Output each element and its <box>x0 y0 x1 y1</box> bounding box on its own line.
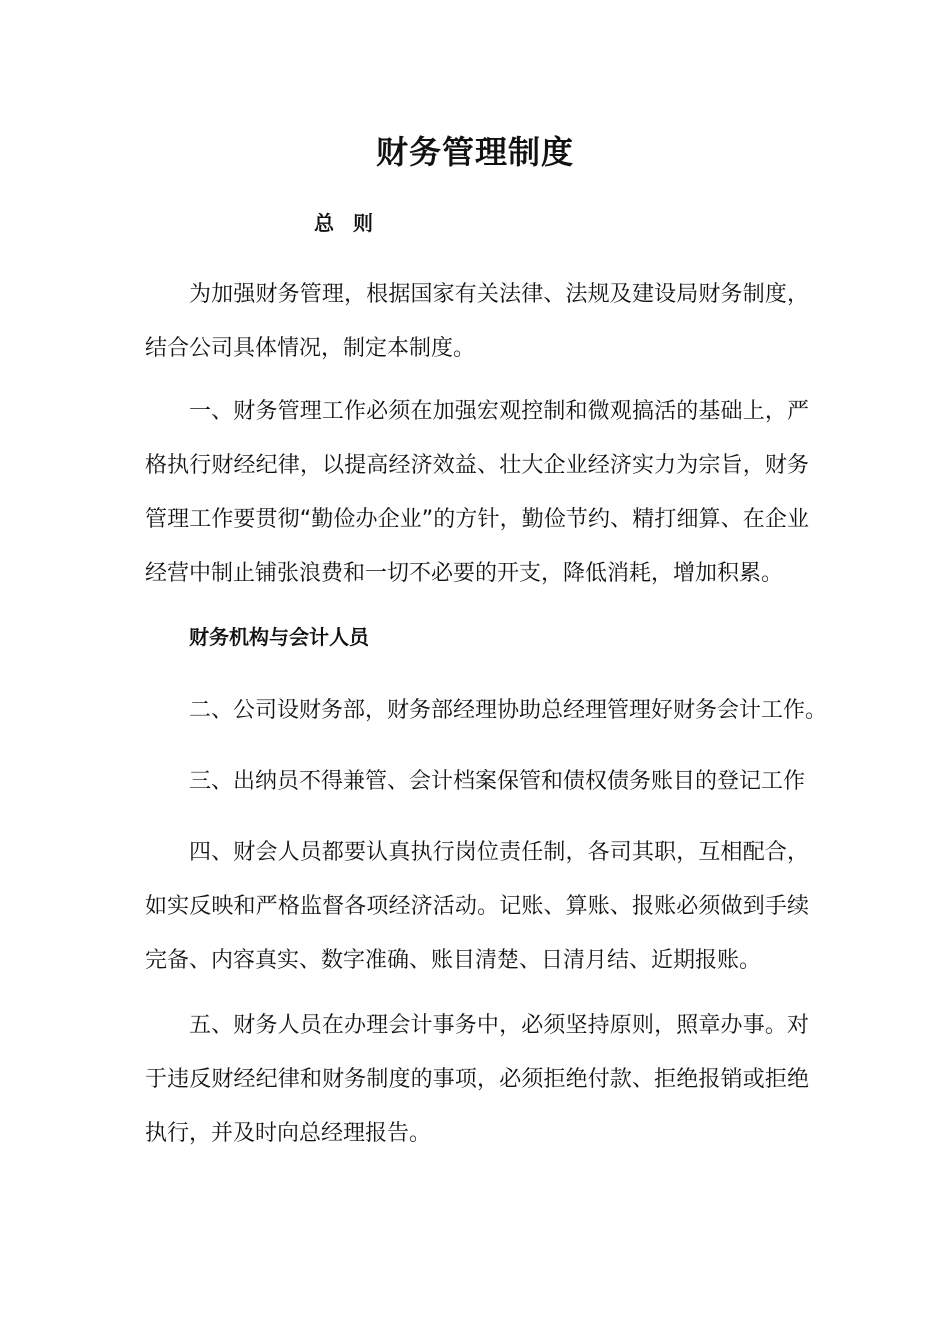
section-heading-finance-org: 财务机构与会计人员 <box>189 625 369 649</box>
document-title: 财务管理制度 <box>375 133 574 171</box>
paragraph-article-5: 五、财务人员在办理会计事务中，必须坚持原则，照章办事。对于违反财经纪律和财务制度的事项，必须拒绝付款、拒绝报销或拒绝执行，并及时向总经理报告。 <box>145 1013 809 1146</box>
section-heading-general: 总 则 <box>314 211 379 235</box>
paragraph-article-2: 二、公司设财务部，财务部经理协助总经理管理好财务会计工作。 <box>189 698 828 723</box>
paragraph-article-4: 四、财会人员都要认真执行岗位责任制，各司其职，互相配合，如实反映和严格监督各项经济活动。记账、算账、报账必须做到手续完备、内容真实、数字准确、账目清楚、日清月结、近期报账。 <box>145 840 809 973</box>
paragraph-article-3: 三、出纳员不得兼管、会计档案保管和债权债务账目的登记工作 <box>189 769 806 794</box>
paragraph-article-1: 一、财务管理工作必须在加强宏观控制和微观搞活的基础上，严格执行财经纪律，以提高经济效益、壮大企业经济实力为宗旨，财务管理工作要贯彻“勤俭办企业”的方针，勤俭节约、精打细算、在企业经营中制止铺张浪费和一切不必要的开支，降低消耗，增加积累。 <box>145 399 809 586</box>
paragraph-intro: 为加强财务管理，根据国家有关法律、法规及建设局财务制度，结合公司具体情况，制定本制度。 <box>145 282 809 361</box>
